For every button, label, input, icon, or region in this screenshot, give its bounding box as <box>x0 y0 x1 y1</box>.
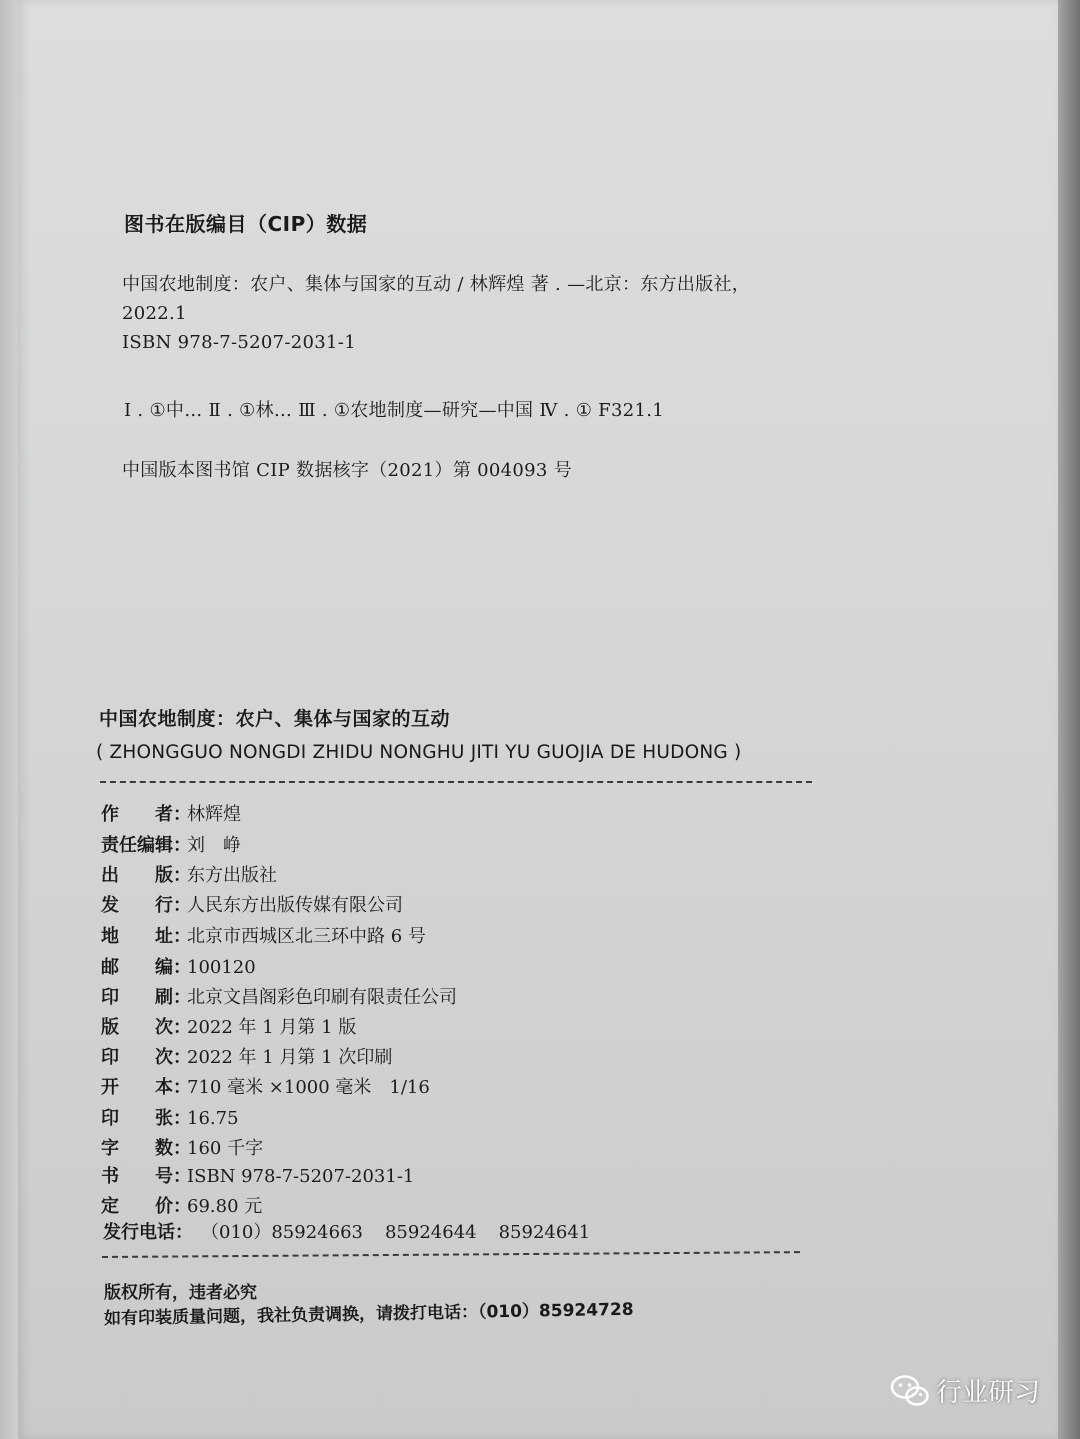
info-row-sheets <box>101 1104 239 1130</box>
info-row-editor <box>101 831 241 857</box>
book-edge <box>1058 0 1080 1439</box>
info-label: 定 价： <box>101 1196 191 1217</box>
info-row-edition <box>101 1013 356 1039</box>
info-row-postcode <box>101 953 256 979</box>
info-label: 印 次： <box>101 1047 191 1068</box>
info-value: 2022 年 1 月第 1 版 <box>187 1017 357 1038</box>
book-title: 中国农地制度：农户、集体与国家的互动 <box>99 708 451 730</box>
book-gutter <box>0 0 18 1439</box>
info-row-author <box>101 800 241 826</box>
info-row-publisher <box>101 861 277 887</box>
info-row-impression <box>101 1043 392 1069</box>
info-label: 发行电话： <box>103 1222 193 1243</box>
info-value: 北京文昌阁彩色印刷有限责任公司 <box>187 987 457 1008</box>
divider-top <box>100 781 812 783</box>
cip-title-line: 中国农地制度：农户、集体与国家的互动 / 林辉煌 著 . —北京：东方出版社， <box>122 274 751 295</box>
info-label: 印 刷： <box>101 987 191 1008</box>
info-label: 作 者： <box>101 804 191 825</box>
quality-notice: 如有印装质量问题，我社负责调换，请拨打电话：（010）85924728 <box>103 1299 634 1329</box>
info-row-word-count <box>101 1134 263 1160</box>
info-label: 开 本： <box>101 1077 191 1098</box>
info-label: 书 号： <box>101 1166 191 1187</box>
info-value: 林辉煌 <box>187 804 241 825</box>
info-row-format <box>101 1073 430 1099</box>
watermark-text: 行业研习 <box>936 1378 1041 1408</box>
cip-isbn-line: ISBN 978-7-5207-2031-1 <box>122 332 356 353</box>
info-value: ISBN 978-7-5207-2031-1 <box>187 1166 415 1187</box>
wechat-icon <box>890 1374 930 1408</box>
info-value: 人民东方出版传媒有限公司 <box>187 895 403 916</box>
info-row-printer <box>101 983 457 1009</box>
info-row-distributor <box>101 891 403 917</box>
info-row-price <box>101 1192 262 1218</box>
info-row-address <box>101 922 426 948</box>
info-label: 印 张： <box>101 1108 191 1129</box>
info-label: 发 行： <box>101 895 191 916</box>
phone-number: 85924641 <box>498 1222 591 1243</box>
info-value: 北京市西城区北三环中路 6 号 <box>187 926 426 947</box>
info-row-phones <box>103 1218 590 1244</box>
cip-classification-line: Ⅰ . ①中… Ⅱ . ①林… Ⅲ . ①农地制度—研究—中国 Ⅳ . ① F321.1 <box>124 400 664 421</box>
watermark <box>890 1372 1040 1409</box>
cip-heading: 图书在版编目（CIP）数据 <box>124 212 368 236</box>
info-label: 出 版： <box>101 865 191 886</box>
phone-number: 85924644 <box>384 1222 477 1243</box>
info-value: 710 毫米 ×1000 毫米 1/16 <box>187 1077 430 1098</box>
cip-record-line: 中国版本图书馆 CIP 数据核字（2021）第 004093 号 <box>122 460 573 481</box>
info-row-isbn <box>101 1162 414 1188</box>
info-value: 69.80 元 <box>187 1196 263 1217</box>
info-value: 160 千字 <box>187 1138 264 1159</box>
info-label: 邮 编： <box>101 957 191 978</box>
info-value: 2022 年 1 月第 1 次印刷 <box>187 1047 393 1068</box>
book-pinyin-title: ( ZHONGGUO NONGDI ZHIDU NONGHU JITI YU GUOJIA DE HUDONG ) <box>96 742 742 763</box>
info-label: 责任编辑： <box>101 835 191 856</box>
info-value: 100120 <box>187 957 256 978</box>
info-label: 地 址： <box>101 926 191 947</box>
info-label: 字 数： <box>101 1138 191 1159</box>
rights-notice: 版权所有，违者必究 <box>104 1283 257 1303</box>
info-value: 东方出版社 <box>187 865 277 886</box>
info-value: 16.75 <box>187 1108 239 1129</box>
cip-year-line: 2022.1 <box>122 303 187 324</box>
info-value: 刘 峥 <box>187 835 241 856</box>
phone-number: （010）85924663 <box>201 1222 363 1243</box>
info-label: 版 次： <box>101 1017 191 1038</box>
